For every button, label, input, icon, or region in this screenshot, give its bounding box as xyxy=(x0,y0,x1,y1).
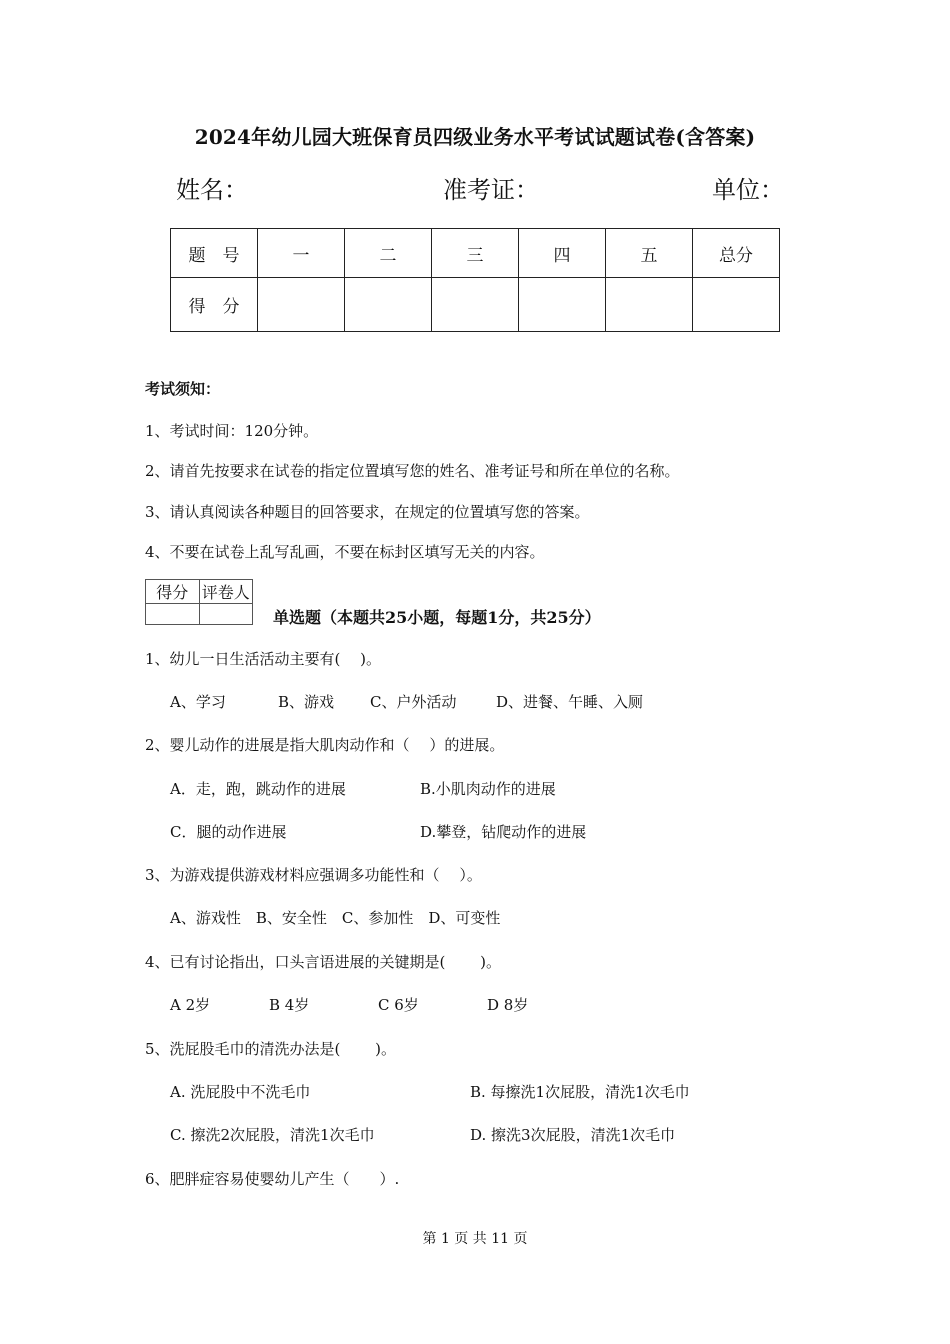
grader-score-label: 得分 xyxy=(146,580,200,604)
question-stem: 5、洗屁股毛巾的清洗办法是( )。 xyxy=(145,1040,397,1058)
question-option: A 2岁 xyxy=(170,996,211,1014)
question-option: B、游戏 xyxy=(278,693,335,711)
question-option: C、户外活动 xyxy=(370,693,457,711)
section-title: 单选题（本题共25小题，每题1分，共25分） xyxy=(273,608,601,627)
notice-item: 2、请首先按要求在试卷的指定位置填写您的姓名、准考证号和所在单位的名称。 xyxy=(145,462,680,480)
score-table-header-row xyxy=(171,229,780,278)
notice-item: 4、不要在试卷上乱写乱画，不要在标封区填写无关的内容。 xyxy=(145,543,545,561)
question-stem: 1、幼儿一日生活活动主要有( )。 xyxy=(145,650,382,668)
question-option: B 4岁 xyxy=(269,996,310,1014)
score-entry-cell[interactable] xyxy=(519,278,606,332)
notice-item: 1、考试时间：120分钟。 xyxy=(145,422,319,440)
question-option: A、游戏性 B、安全性 C、参加性 D、可变性 xyxy=(170,909,501,927)
grader-name-label: 评卷人 xyxy=(199,580,253,604)
score-row-label: 得 分 xyxy=(171,278,258,332)
name-label: 姓名： xyxy=(176,176,248,204)
score-table-cell: 三 xyxy=(432,229,519,278)
notice-heading: 考试须知： xyxy=(145,380,221,398)
exam-number-label: 准考证： xyxy=(443,176,539,204)
question-stem: 3、为游戏提供游戏材料应强调多功能性和（ ）。 xyxy=(145,866,482,884)
question-option: C. 擦洗2次屁股，清洗1次毛巾 xyxy=(170,1126,375,1144)
question-option: B.小肌肉动作的进展 xyxy=(420,780,556,798)
question-option: C 6岁 xyxy=(378,996,419,1014)
score-entry-cell[interactable] xyxy=(258,278,345,332)
question-option: A．走，跑，跳动作的进展 xyxy=(170,780,346,798)
question-option: B. 每擦洗1次屁股，清洗1次毛巾 xyxy=(470,1083,690,1101)
question-option: C．腿的动作进展 xyxy=(170,823,287,841)
score-table-score-row xyxy=(171,278,780,332)
question-option: D 8岁 xyxy=(487,996,529,1014)
page-footer: 第 1 页 共 11 页 xyxy=(422,1231,528,1247)
score-entry-cell[interactable] xyxy=(693,278,780,332)
score-entry-cell[interactable] xyxy=(606,278,693,332)
question-stem: 2、婴儿动作的进展是指大肌肉动作和（ ）的进展。 xyxy=(145,736,505,754)
question-stem: 6、肥胖症容易使婴幼儿产生（ ）. xyxy=(145,1170,400,1188)
score-entry-cell[interactable] xyxy=(345,278,432,332)
grader-score-cell[interactable] xyxy=(146,604,200,625)
score-table xyxy=(170,228,780,332)
score-table-cell: 四 xyxy=(519,229,606,278)
score-table-cell: 一 xyxy=(258,229,345,278)
question-option: A. 洗屁股中不洗毛巾 xyxy=(170,1083,311,1101)
score-table-cell: 总分 xyxy=(693,229,780,278)
question-option: D.攀登，钻爬动作的进展 xyxy=(420,823,587,841)
score-table-cell: 二 xyxy=(345,229,432,278)
grader-name-cell[interactable] xyxy=(199,604,253,625)
score-entry-cell[interactable] xyxy=(432,278,519,332)
question-stem: 4、已有讨论指出，口头言语进展的关键期是( )。 xyxy=(145,953,502,971)
score-table-cell: 题 号 xyxy=(171,229,258,278)
document-title: 2024年幼儿园大班保育员四级业务水平考试试题试卷(含答案) xyxy=(194,125,756,149)
question-option: A、学习 xyxy=(170,693,226,711)
question-option: D、进餐、午睡、入厕 xyxy=(496,693,644,711)
grader-table xyxy=(145,579,253,625)
question-option: D. 擦洗3次屁股，清洗1次毛巾 xyxy=(470,1126,676,1144)
notice-item: 3、请认真阅读各种题目的回答要求，在规定的位置填写您的答案。 xyxy=(145,503,590,521)
unit-label: 单位： xyxy=(712,176,784,204)
score-table-cell: 五 xyxy=(606,229,693,278)
